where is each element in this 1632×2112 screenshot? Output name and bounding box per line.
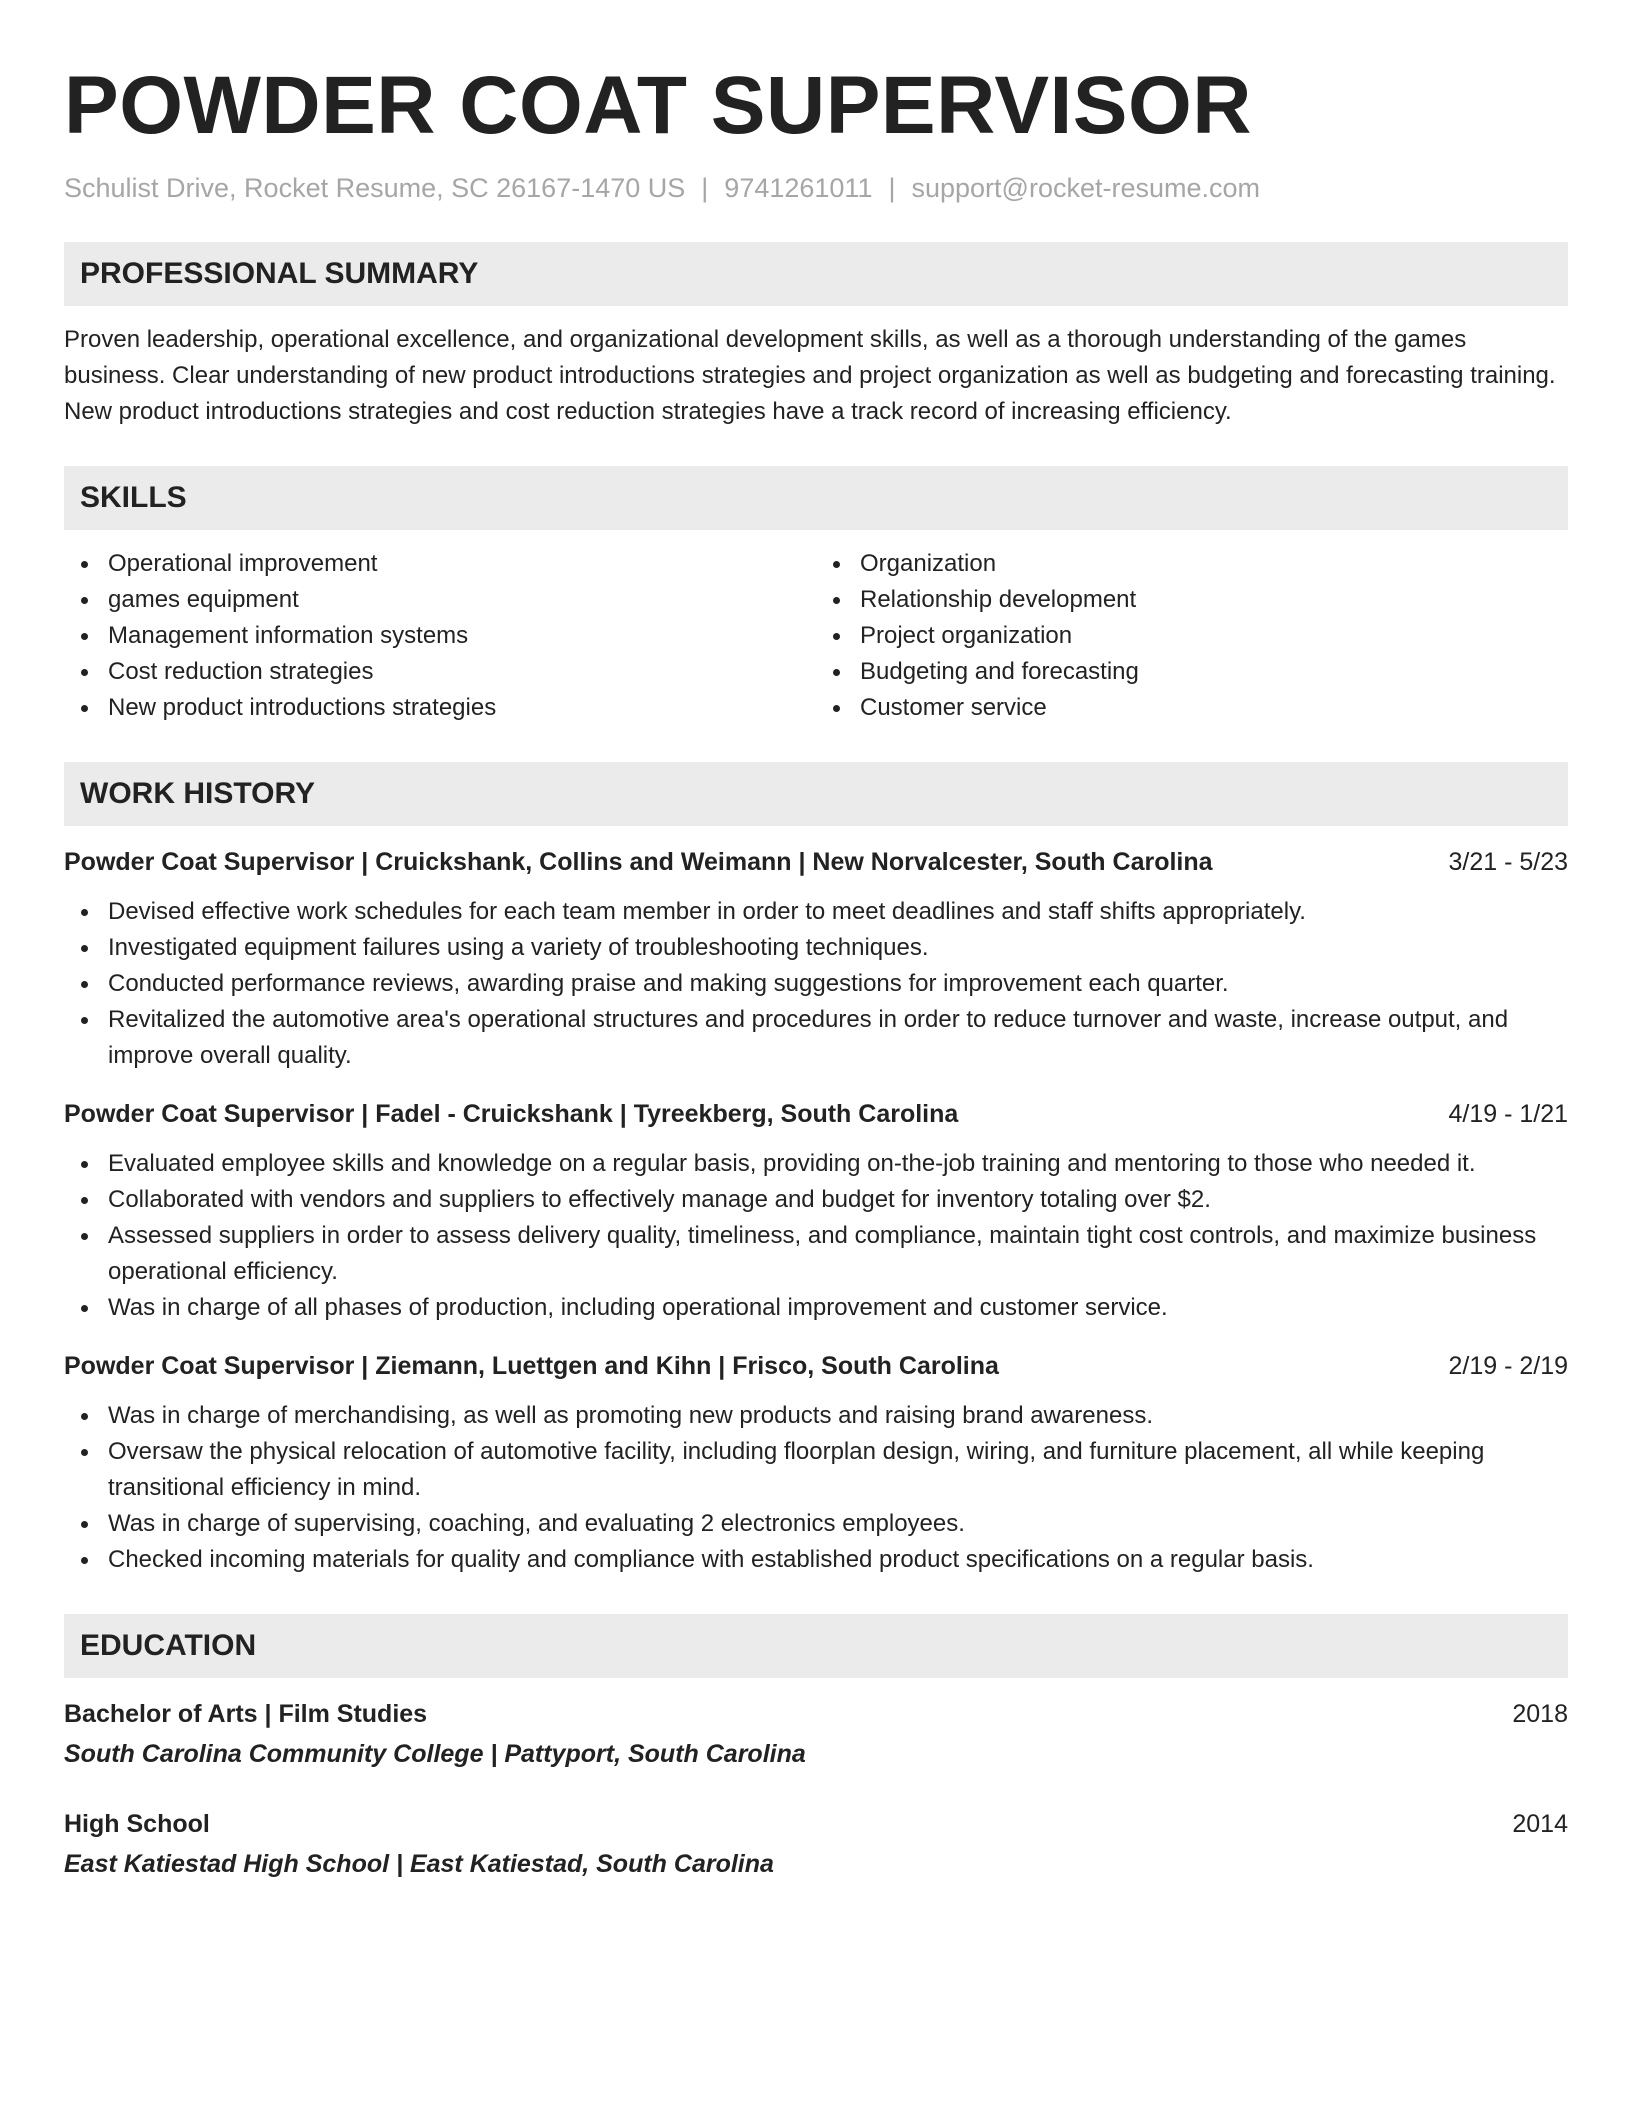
skills-list [64, 546, 1568, 726]
skill-item: Relationship development [816, 582, 1568, 618]
contact-separator: | [888, 173, 896, 203]
skill-item: Project organization [816, 618, 1568, 654]
skills-column-left [64, 546, 816, 726]
education-degree: High School [64, 1810, 210, 1838]
job-dates: 4/19 - 1/21 [1448, 1100, 1568, 1128]
summary-text: Proven leadership, operational excellence, and organizational development skills, as well as a thorough understanding of the games business. Clear understanding of new product introductions strategies and project organization as well as budgeting and forecasting training. New product introductions strategies and cost reduction strategies have a track record of increasing efficiency. [64, 326, 1556, 425]
job-entry [64, 1094, 1568, 1326]
job-bullet: Devised effective work schedules for each team member in order to meet deadlines and staff shifts appropriately. [64, 894, 1568, 930]
job-bullets [64, 1146, 1568, 1326]
job-dates: 3/21 - 5/23 [1448, 848, 1568, 876]
contact-separator: | [701, 173, 709, 203]
skill-item: New product introductions strategies [64, 690, 816, 726]
resume-name-title: POWDER COAT SUPERVISOR [64, 60, 1252, 151]
section-heading-skills: SKILLS [64, 466, 1568, 530]
job-header [64, 1346, 1568, 1386]
education-list [64, 1694, 1568, 1884]
job-title: Powder Coat Supervisor | Ziemann, Luettgen and Kihn | Frisco, South Carolina [64, 1352, 999, 1380]
job-bullet: Evaluated employee skills and knowledge on a regular basis, providing on-the-job training and mentoring to those who needed it. [64, 1146, 1568, 1182]
contact-address: Schulist Drive, Rocket Resume, SC 26167-1470 US [64, 173, 686, 203]
job-title: Powder Coat Supervisor | Cruickshank, Collins and Weimann | New Norvalcester, South Carolina [64, 848, 1213, 876]
education-school: South Carolina Community College | Pattyport, South Carolina [64, 1740, 806, 1768]
education-header [64, 1694, 1568, 1734]
skill-item: Customer service [816, 690, 1568, 726]
job-header [64, 842, 1568, 882]
skill-item: games equipment [64, 582, 816, 618]
job-bullet: Was in charge of all phases of production, including operational improvement and customer service. [64, 1290, 1568, 1326]
job-bullet: Oversaw the physical relocation of automotive facility, including floorplan design, wiring, and furniture placement, all while keeping transitional efficiency in mind. [64, 1434, 1568, 1506]
work-history-list [64, 842, 1568, 1578]
skill-item: Budgeting and forecasting [816, 654, 1568, 690]
contact-line [64, 170, 1568, 206]
education-year: 2018 [1512, 1700, 1568, 1728]
education-header [64, 1804, 1568, 1844]
job-bullets [64, 1398, 1568, 1578]
skills-column-right [816, 546, 1568, 726]
section-heading-work-history: WORK HISTORY [64, 762, 1568, 826]
job-bullet: Was in charge of merchandising, as well as promoting new products and raising brand awareness. [64, 1398, 1568, 1434]
education-entry [64, 1804, 1568, 1884]
job-bullet: Conducted performance reviews, awarding praise and making suggestions for improvement each quarter. [64, 966, 1568, 1002]
education-degree: Bachelor of Arts | Film Studies [64, 1700, 428, 1728]
job-bullet: Revitalized the automotive area's operational structures and procedures in order to reduce turnover and waste, increase output, and improve overall quality. [64, 1002, 1568, 1074]
skill-item: Management information systems [64, 618, 816, 654]
job-bullet: Investigated equipment failures using a variety of troubleshooting techniques. [64, 930, 1568, 966]
contact-email: support@rocket-resume.com [911, 173, 1261, 203]
contact-phone: 9741261011 [724, 173, 873, 203]
job-header [64, 1094, 1568, 1134]
job-title: Powder Coat Supervisor | Fadel - Cruickshank | Tyreekberg, South Carolina [64, 1100, 959, 1128]
job-bullet: Collaborated with vendors and suppliers to effectively manage and budget for inventory totaling over $2. [64, 1182, 1568, 1218]
job-bullet: Assessed suppliers in order to assess delivery quality, timeliness, and compliance, maintain tight cost controls, and maximize business operational efficiency. [64, 1218, 1568, 1290]
section-heading-education: EDUCATION [64, 1614, 1568, 1678]
skill-item: Cost reduction strategies [64, 654, 816, 690]
job-bullet: Was in charge of supervising, coaching, and evaluating 2 electronics employees. [64, 1506, 1568, 1542]
education-entry [64, 1694, 1568, 1774]
job-entry [64, 842, 1568, 1074]
job-dates: 2/19 - 2/19 [1448, 1352, 1568, 1380]
skill-item: Organization [816, 546, 1568, 582]
job-bullet: Checked incoming materials for quality and compliance with established product specifications on a regular basis. [64, 1542, 1568, 1578]
job-bullets [64, 894, 1568, 1074]
education-school: East Katiestad High School | East Katiestad, South Carolina [64, 1850, 774, 1878]
section-heading-summary: PROFESSIONAL SUMMARY [64, 242, 1568, 306]
skill-item: Operational improvement [64, 546, 816, 582]
education-year: 2014 [1512, 1810, 1568, 1838]
job-entry [64, 1346, 1568, 1578]
